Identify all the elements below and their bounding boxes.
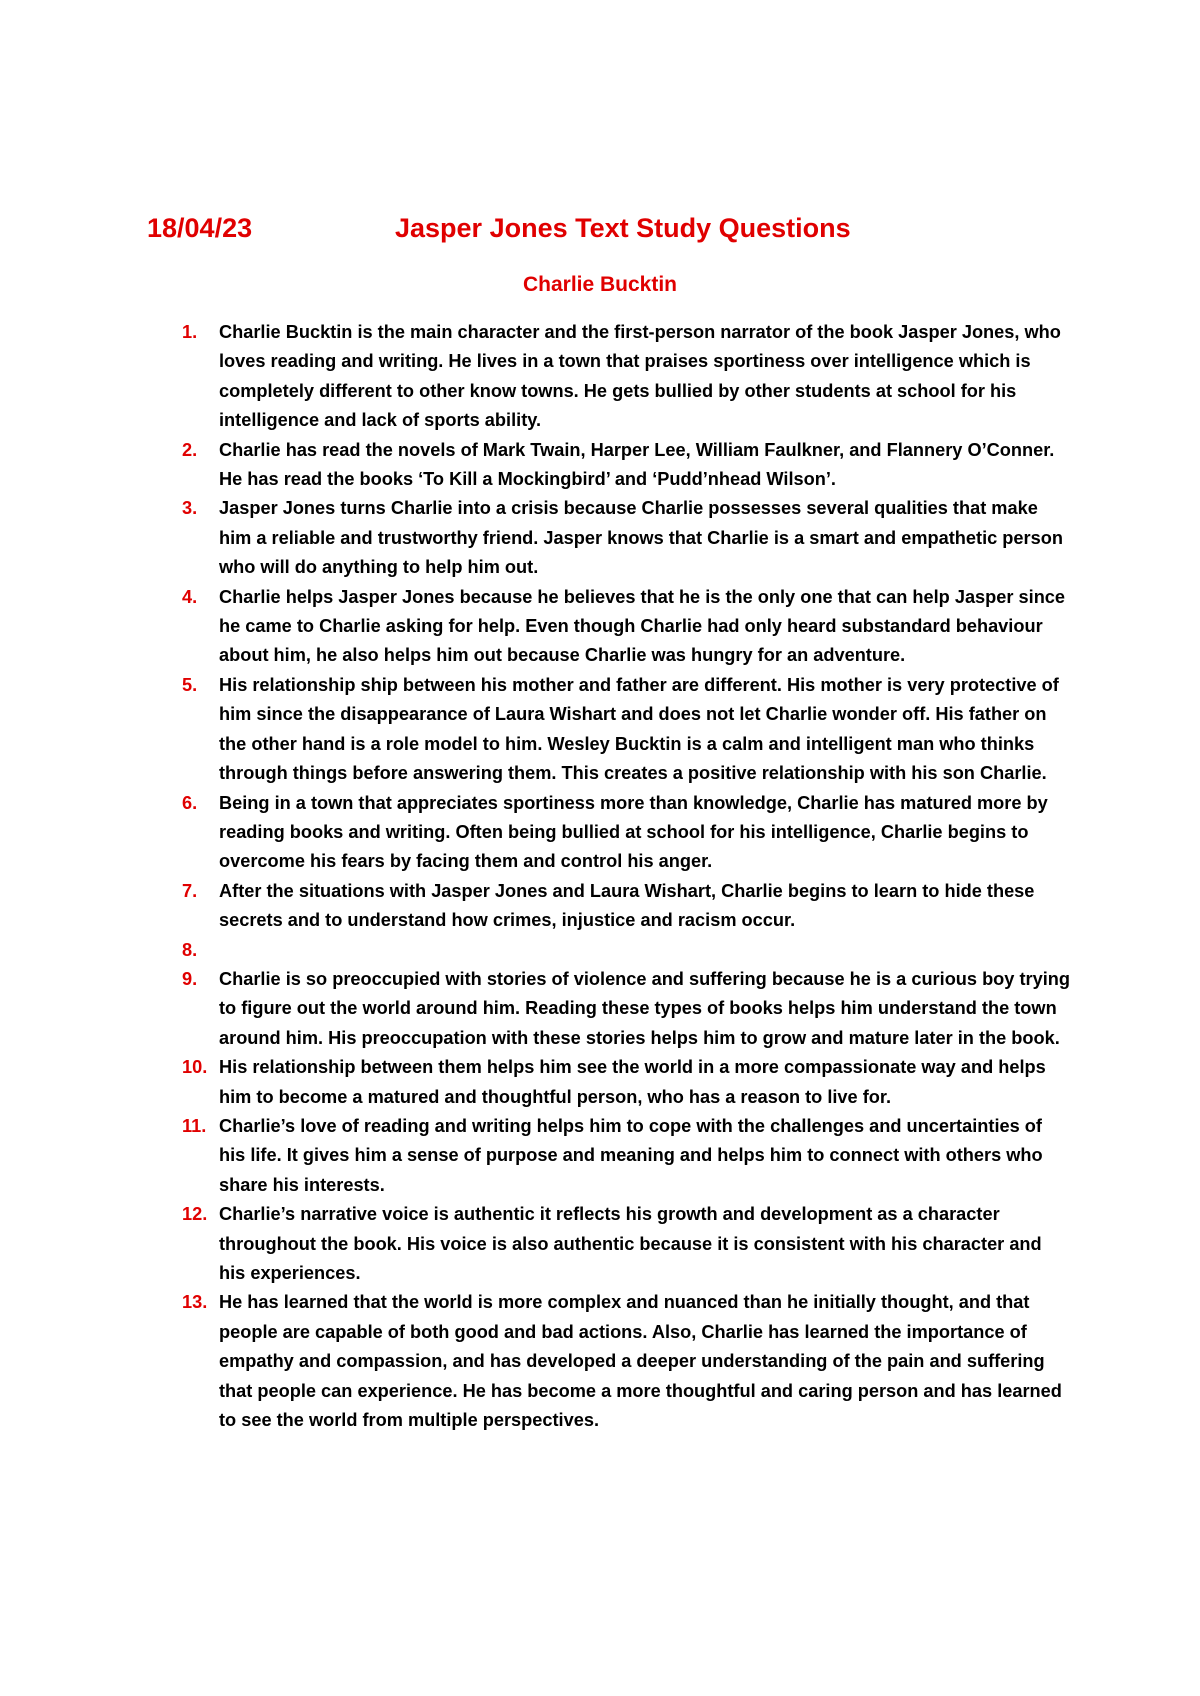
title-row [147, 208, 1047, 248]
answer-text: Charlie helps Jasper Jones because he believes that he is the only one that can help Jasper since he came to Charlie asking for help. Even though Charlie had only heard substandard behaviour about him, he also helps him out because Charlie was hungry for an adventure. [219, 586, 1066, 666]
answer-number: 3. [182, 498, 198, 519]
answer-item-5 [167, 671, 1072, 789]
answer-text: Charlie’s love of reading and writing helps him to cope with the challenges and uncertainties of his life. It gives him a sense of purpose and meaning and helps him to connect with others who share his interests. [219, 1115, 1043, 1195]
answer-number: 11. [182, 1115, 207, 1136]
answer-item-2 [167, 436, 1072, 495]
answer-item-8 [167, 936, 1072, 965]
answer-item-10 [167, 1053, 1072, 1112]
answer-text: He has learned that the world is more complex and nuanced than he initially thought, and that people are capable of both good and bad actions. Also, Charlie has learned the importance of empathy and compassion, and has developed a deeper understanding of the pain and suffering that people can experience. He has become a more thoughtful and caring person and has learned to see the world from multiple perspectives. [219, 1292, 1062, 1431]
answer-item-7 [167, 877, 1072, 936]
section-heading: Charlie Bucktin [522, 273, 678, 296]
answer-text: His relationship between them helps him see the world in a more compassionate way and helps him to become a matured and thoughtful person, who has a reason to live for. [219, 1057, 1046, 1107]
answer-number: 2. [182, 439, 198, 460]
answer-item-13 [167, 1288, 1072, 1435]
answer-number: 4. [182, 586, 198, 607]
document-title: Jasper Jones Text Study Questions [395, 213, 851, 243]
answer-number: 7. [182, 880, 198, 901]
answer-text: Charlie Bucktin is the main character and the first-person narrator of the book Jasper Jones, who loves reading and writing. He lives in a town that praises sportiness over intelligence which is completely different to other know towns. He gets bullied by other students at school for his intelligence and lack of sports ability. [219, 322, 1061, 431]
answer-text: His relationship ship between his mother and father are different. His mother is very protective of him since the disappearance of Laura Wishart and does not let Charlie wonder off. His father on the other hand is a role model to him. Wesley Bucktin is a calm and intelligent man who thinks through things before answering them. This creates a positive relationship with his son Charlie. [219, 674, 1059, 784]
answer-list [167, 318, 1072, 1435]
answer-number: 1. [182, 322, 198, 342]
answer-number: 12. [182, 1204, 208, 1225]
answer-number: 5. [182, 674, 198, 695]
answer-number: 8. [182, 939, 198, 960]
answer-number: 13. [182, 1292, 208, 1313]
answer-item-6 [167, 789, 1072, 877]
answer-text: Jasper Jones turns Charlie into a crisis because Charlie possesses several qualities that make him a reliable and trustworthy friend. Jasper knows that Charlie is a smart and empathetic person who will do anything to help him out. [219, 498, 1063, 578]
answer-text: Charlie is so preoccupied with stories of violence and suffering because he is a curious boy trying to figure out the world around him. Reading these types of books helps him understand the town around him. His preoccupation with these stories helps him to grow and mature later in the book. [219, 968, 1070, 1048]
answer-item-11 [167, 1112, 1072, 1200]
answer-number: 9. [182, 968, 198, 989]
answer-text [219, 936, 1072, 965]
answer-text: After the situations with Jasper Jones and Laura Wishart, Charlie begins to learn to hide these secrets and to understand how crimes, injustice and racism occur. [219, 880, 1035, 931]
answer-item-1 [167, 318, 1072, 436]
answer-item-3 [167, 494, 1072, 582]
document-date: 18/04/23 [147, 213, 253, 243]
answer-item-12 [167, 1200, 1072, 1288]
answer-text: Charlie’s narrative voice is authentic it reflects his growth and development as a character throughout the book. His voice is also authentic because it is consistent with his character and his experiences. [219, 1204, 1042, 1283]
answer-item-9 [167, 965, 1072, 1053]
answer-text: Charlie has read the novels of Mark Twain, Harper Lee, William Faulkner, and Flannery O’Conner. He has read the books ‘To Kill a Mockingbird’ and ‘Pudd’nhead Wilson’. [219, 439, 1055, 490]
answer-number: 6. [182, 792, 198, 813]
answer-item-4 [167, 583, 1072, 671]
answer-text: Being in a town that appreciates sportiness more than knowledge, Charlie has matured more by reading books and writing. Often being bullied at school for his intelligence, Charlie begins to overcome his fears by facing them and control his anger. [219, 792, 1048, 872]
answer-number: 10. [182, 1057, 208, 1078]
